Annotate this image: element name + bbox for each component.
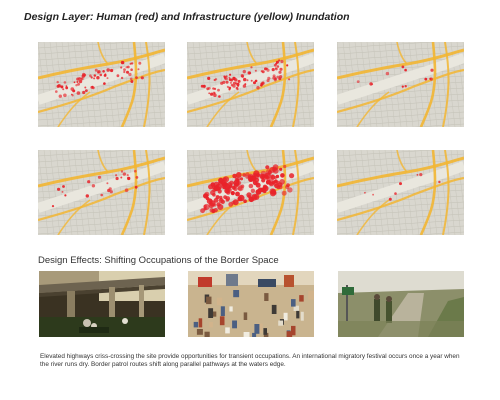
human-inundation-dot — [226, 81, 229, 84]
human-inundation-dot — [251, 189, 255, 193]
human-inundation-dot — [282, 191, 287, 196]
human-inundation-dot — [404, 69, 407, 72]
human-inundation-dot — [250, 66, 252, 68]
human-inundation-dot — [217, 187, 221, 191]
human-inundation-dot — [95, 69, 98, 72]
human-inundation-dot — [96, 76, 99, 79]
inundation-map-3 — [337, 42, 464, 127]
human-inundation-dot — [402, 66, 405, 69]
human-inundation-dot — [227, 86, 229, 88]
human-inundation-dot — [92, 184, 95, 187]
human-inundation-dot — [230, 82, 232, 84]
human-inundation-dot — [236, 172, 242, 178]
inundation-map-5 — [187, 150, 314, 235]
human-inundation-dot — [231, 84, 234, 87]
human-inundation-dot — [100, 74, 103, 77]
human-inundation-dot — [138, 62, 141, 65]
human-inundation-dot — [100, 194, 103, 197]
human-inundation-dot — [267, 79, 270, 82]
human-inundation-dot — [247, 79, 249, 81]
human-inundation-dot — [243, 78, 246, 81]
human-inundation-dot — [372, 194, 374, 196]
human-inundation-dot — [123, 172, 126, 175]
human-inundation-dot — [128, 73, 131, 76]
human-inundation-dot — [58, 84, 61, 87]
human-inundation-dot — [121, 61, 124, 64]
human-inundation-dot — [217, 89, 220, 92]
human-inundation-dot — [130, 63, 132, 65]
human-inundation-dot — [231, 201, 235, 205]
caption-text: Elevated highways criss-crossing the site provide opportunities for transient occupations. An international migratory festival occurs once a year when the river runs dry. Border patrol routes shift along parallel pathways at the waters edge. — [40, 353, 460, 369]
human-inundation-dot — [405, 85, 407, 87]
festival-collage-photo — [188, 271, 314, 337]
human-inundation-dot — [82, 91, 85, 94]
human-inundation-dot — [123, 68, 126, 71]
human-inundation-dot — [417, 174, 419, 176]
human-inundation-dot — [233, 187, 237, 191]
human-inundation-dot — [229, 181, 233, 185]
human-inundation-dot — [123, 71, 125, 73]
human-inundation-dot — [63, 94, 67, 98]
human-inundation-dot — [104, 74, 107, 77]
human-inundation-dot — [65, 87, 68, 90]
human-inundation-dot — [126, 66, 128, 68]
human-inundation-dot — [83, 74, 86, 77]
human-inundation-dot — [275, 68, 278, 71]
human-inundation-dot — [57, 81, 59, 83]
inundation-map-4 — [38, 150, 165, 235]
human-inundation-dot — [211, 209, 215, 213]
human-inundation-dot — [429, 78, 431, 80]
human-inundation-dot — [130, 80, 133, 83]
human-inundation-dot — [79, 80, 82, 83]
human-inundation-dot — [243, 70, 246, 73]
human-inundation-dot — [106, 182, 108, 184]
human-inundation-dot — [59, 95, 62, 98]
human-inundation-dot — [60, 85, 63, 88]
human-inundation-dot — [115, 174, 117, 176]
human-inundation-dot — [91, 76, 93, 78]
inundation-map-1 — [38, 42, 165, 127]
human-inundation-dot — [269, 167, 275, 173]
human-inundation-dot — [209, 199, 212, 202]
inundation-map-2 — [187, 42, 314, 127]
human-inundation-dot — [93, 77, 95, 79]
human-inundation-dot — [275, 63, 277, 65]
human-inundation-dot — [255, 70, 257, 72]
human-inundation-dot — [243, 199, 247, 203]
human-inundation-dot — [247, 195, 250, 198]
human-inundation-dot — [240, 177, 243, 180]
human-inundation-dot — [130, 68, 133, 71]
human-inundation-dot — [138, 68, 140, 70]
human-inundation-dot — [237, 88, 239, 90]
human-inundation-dot — [276, 76, 279, 79]
human-inundation-dot — [394, 192, 397, 195]
human-inundation-dot — [120, 66, 122, 68]
human-inundation-dot — [52, 205, 54, 207]
human-inundation-dot — [278, 185, 282, 189]
human-inundation-dot — [214, 88, 216, 90]
human-inundation-dot — [261, 70, 263, 72]
human-inundation-dot — [251, 80, 253, 82]
human-inundation-dot — [203, 85, 206, 88]
human-inundation-dot — [256, 86, 259, 89]
human-inundation-dot — [288, 78, 290, 80]
human-inundation-dot — [74, 81, 76, 83]
human-inundation-dot — [364, 192, 366, 194]
human-inundation-dot — [253, 180, 258, 185]
human-inundation-dot — [109, 187, 112, 190]
human-inundation-dot — [238, 80, 241, 83]
human-inundation-dot — [289, 173, 294, 178]
human-inundation-dot — [242, 173, 246, 177]
human-inundation-dot — [241, 75, 244, 78]
human-inundation-dot — [62, 191, 64, 193]
human-inundation-dot — [55, 90, 58, 93]
human-inundation-dot — [236, 179, 239, 182]
human-inundation-dot — [204, 205, 207, 208]
human-inundation-dot — [229, 78, 232, 81]
human-inundation-dot — [277, 65, 280, 68]
human-inundation-dot — [371, 83, 373, 85]
human-inundation-dot — [135, 186, 138, 189]
human-inundation-dot — [278, 71, 281, 74]
inundation-map-6 — [337, 150, 464, 235]
human-inundation-dot — [279, 75, 282, 78]
human-inundation-dot — [98, 176, 101, 179]
human-inundation-dot — [218, 181, 222, 185]
human-inundation-dot — [87, 180, 90, 183]
human-inundation-dot — [389, 198, 392, 201]
human-inundation-dot — [126, 71, 129, 74]
human-inundation-dot — [264, 67, 267, 70]
human-inundation-dot — [273, 74, 276, 77]
human-inundation-dot — [71, 94, 73, 96]
human-inundation-dot — [120, 177, 122, 179]
human-inundation-dot — [386, 72, 389, 75]
human-inundation-dot — [86, 194, 89, 197]
human-inundation-dot — [265, 165, 269, 169]
human-inundation-dot — [210, 190, 215, 195]
human-inundation-dot — [76, 78, 79, 81]
human-inundation-dot — [121, 170, 123, 172]
section-title: Design Effects: Shifting Occupations of the Border Space — [38, 255, 279, 266]
human-inundation-dot — [430, 69, 433, 72]
human-inundation-dot — [77, 83, 80, 86]
human-inundation-dot — [399, 182, 402, 185]
human-inundation-dot — [207, 77, 210, 80]
human-inundation-dot — [64, 194, 66, 196]
human-inundation-dot — [134, 170, 137, 173]
human-inundation-dot — [107, 77, 109, 79]
human-inundation-dot — [234, 78, 237, 81]
human-inundation-dot — [213, 92, 216, 95]
human-inundation-dot — [269, 182, 274, 187]
human-inundation-dot — [261, 178, 265, 182]
human-inundation-dot — [77, 91, 81, 95]
human-inundation-dot — [224, 76, 226, 78]
human-inundation-dot — [279, 168, 282, 171]
human-inundation-dot — [214, 79, 216, 81]
human-inundation-dot — [117, 74, 120, 77]
human-inundation-dot — [71, 87, 75, 91]
human-inundation-dot — [263, 186, 269, 192]
human-inundation-dot — [357, 80, 360, 83]
human-inundation-dot — [106, 68, 110, 72]
human-inundation-dot — [235, 82, 237, 84]
human-inundation-dot — [57, 188, 60, 191]
human-inundation-dot — [127, 174, 129, 176]
human-inundation-dot — [103, 82, 106, 85]
human-inundation-dot — [249, 184, 254, 189]
human-inundation-dot — [209, 203, 215, 209]
human-inundation-dot — [279, 68, 282, 71]
human-inundation-dot — [141, 76, 144, 79]
border-patrol-photo — [338, 271, 464, 337]
human-inundation-dot — [280, 60, 283, 63]
human-inundation-dot — [283, 165, 286, 168]
human-inundation-dot — [424, 78, 427, 81]
human-inundation-dot — [94, 75, 96, 77]
human-inundation-dot — [241, 185, 245, 189]
human-inundation-dot — [84, 87, 86, 89]
human-inundation-dot — [229, 74, 231, 76]
human-inundation-dot — [125, 188, 129, 192]
human-inundation-dot — [110, 69, 113, 72]
human-inundation-dot — [222, 81, 225, 84]
human-inundation-dot — [279, 179, 285, 185]
human-inundation-dot — [76, 81, 78, 83]
human-inundation-dot — [208, 87, 211, 90]
human-inundation-dot — [218, 95, 221, 98]
human-inundation-dot — [286, 64, 288, 66]
human-inundation-dot — [92, 86, 95, 89]
human-inundation-dot — [255, 80, 258, 83]
human-inundation-dot — [272, 68, 275, 71]
human-inundation-dot — [253, 194, 259, 200]
human-inundation-dot — [280, 173, 285, 178]
human-inundation-dot — [208, 92, 210, 94]
human-inundation-dot — [64, 81, 67, 84]
human-inundation-dot — [438, 181, 440, 183]
human-inundation-dot — [97, 70, 100, 73]
human-inundation-dot — [223, 176, 229, 182]
human-inundation-dot — [276, 175, 279, 178]
page-title: Design Layer: Human (red) and Infrastructure (yellow) Inundation — [24, 11, 350, 23]
human-inundation-dot — [226, 198, 230, 202]
human-inundation-dot — [116, 177, 119, 180]
human-inundation-dot — [102, 70, 105, 73]
human-inundation-dot — [219, 198, 222, 201]
highway-underpass-photo — [39, 271, 165, 337]
human-inundation-dot — [135, 76, 138, 79]
human-inundation-dot — [264, 175, 269, 180]
human-inundation-dot — [216, 202, 220, 206]
human-inundation-dot — [248, 71, 251, 74]
human-inundation-dot — [419, 173, 422, 176]
human-inundation-dot — [85, 89, 88, 92]
human-inundation-dot — [286, 183, 290, 187]
human-inundation-dot — [260, 84, 263, 87]
human-inundation-dot — [130, 78, 133, 81]
human-inundation-dot — [270, 189, 276, 195]
human-inundation-dot — [248, 175, 253, 180]
human-inundation-dot — [62, 88, 64, 90]
human-inundation-dot — [228, 188, 231, 191]
human-inundation-dot — [206, 197, 210, 201]
human-inundation-dot — [62, 185, 65, 188]
human-inundation-dot — [127, 177, 130, 180]
human-inundation-dot — [121, 77, 123, 79]
human-inundation-dot — [216, 195, 220, 199]
human-inundation-dot — [208, 184, 213, 189]
human-inundation-dot — [136, 176, 139, 179]
human-inundation-dot — [402, 86, 404, 88]
human-inundation-dot — [253, 176, 257, 180]
human-inundation-dot — [244, 83, 246, 85]
